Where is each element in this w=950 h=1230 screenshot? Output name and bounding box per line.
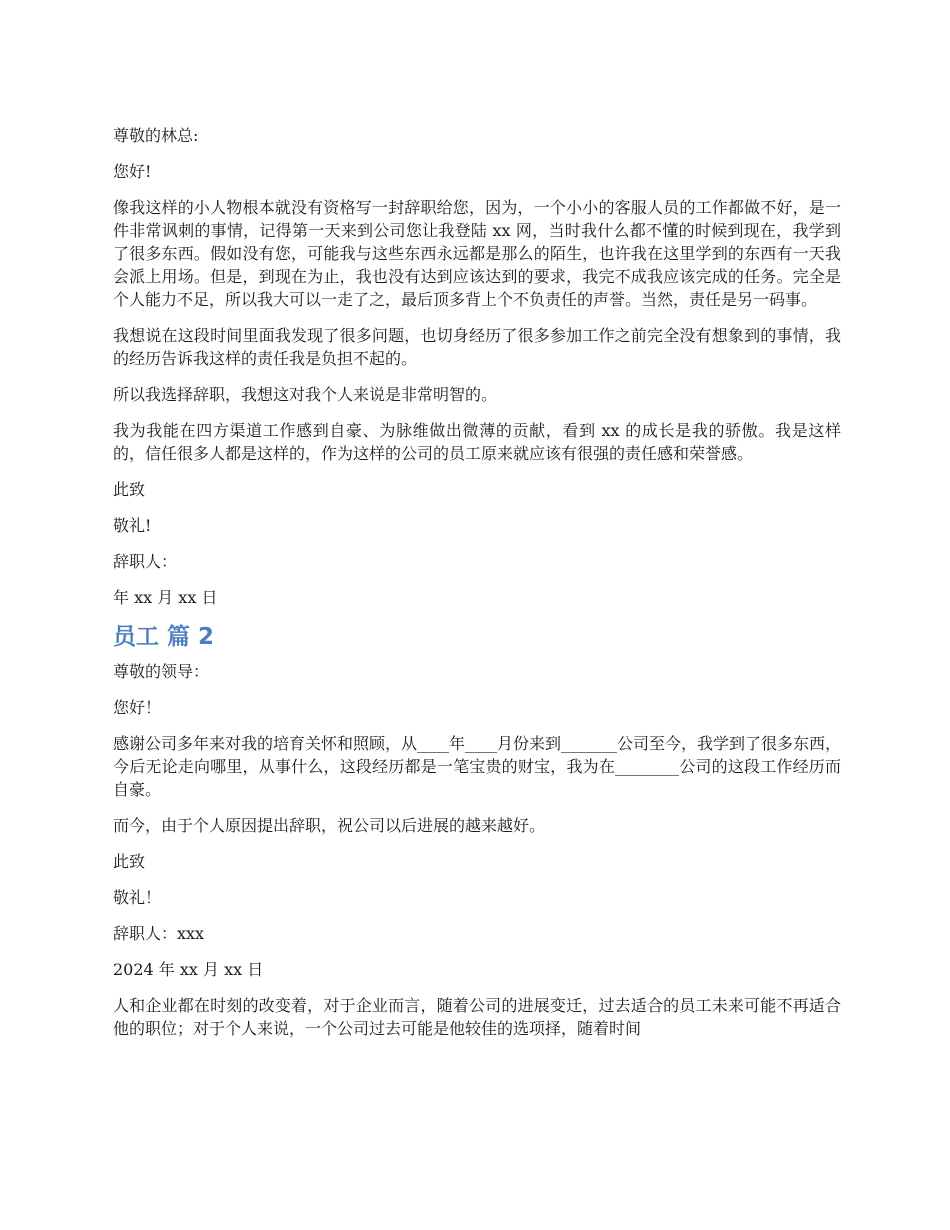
body-paragraph: 人和企业都在时刻的改变着，对于企业而言，随着公司的进展变迁，过去适合的员工未来可能不再适合他的职位；对于个人来说，一个公司过去可能是他较佳的选项择，随着时间 bbox=[113, 996, 841, 1038]
date-line: 年 xx 月 xx 日 bbox=[113, 588, 218, 607]
body-paragraph: 像我这样的小人物根本就没有资格写一封辞职给您，因为，一个小小的客服人员的工作都做不好，是一件非常讽刺的事情，记得第一天来到公司您让我登陆 xx 网，当时我什么都不懂的时候到现在，我学到了很多东西。假如没有您，可能我与这些东西永远都是那么的陌生，也许我在这里学到的东西有一天我会派上用场。但是，到现在为止，我也没有达到应该达到的要求，我完不成我应该完成的任务。完全是个人能力不足，所以我大可以一走了之，最后顶多背上个不负责任的声誉。当然，责任是另一码事。 bbox=[113, 198, 841, 309]
salutation: 尊敬的林总: bbox=[113, 126, 199, 145]
salutation: 尊敬的领导： bbox=[113, 662, 210, 681]
date-line: 2024 年 xx 月 xx 日 bbox=[113, 960, 264, 979]
greeting: 您好! bbox=[113, 162, 152, 181]
body-paragraph: 所以我选择辞职，我想这对我个人来说是非常明智的。 bbox=[113, 385, 498, 404]
body-paragraph: 我想说在这段时间里面我发现了很多问题，也切身经历了很多参加工作之前完全没有想象到的事情，我的经历告诉我这样的责任我是负担不起的。 bbox=[113, 326, 841, 368]
body-paragraph: 我为我能在四方渠道工作感到自豪、为脉维做出微薄的贡献，看到 xx 的成长是我的骄傲。我是这样的，信任很多人都是这样的，作为这样的公司的员工原来就应该有很强的责任感和荣誉感。 bbox=[113, 421, 841, 463]
body-paragraph: 感谢公司多年来对我的培育关怀和照顾，从____年____月份来到_______公司至今，我学到了很多东西，今后无论走向哪里，从事什么，这段经历都是一笔宝贵的财宝，我为在________公司的这段工作经历而自豪。 bbox=[113, 734, 842, 799]
closing-line: 此致 bbox=[113, 480, 146, 499]
body-paragraph: 而今，由于个人原因提出辞职，祝公司以后进展的越来越好。 bbox=[113, 816, 546, 835]
document-page bbox=[113, 124, 841, 1053]
closing-salute: 敬礼! bbox=[113, 516, 152, 535]
section-heading: 员工 篇 2 bbox=[113, 624, 215, 650]
greeting: 您好！ bbox=[113, 698, 162, 717]
closing-salute: 敬礼！ bbox=[113, 888, 162, 907]
closing-line: 此致 bbox=[113, 852, 146, 871]
signature-line: 辞职人：xxx bbox=[113, 924, 205, 943]
signature-line: 辞职人： bbox=[113, 552, 178, 571]
